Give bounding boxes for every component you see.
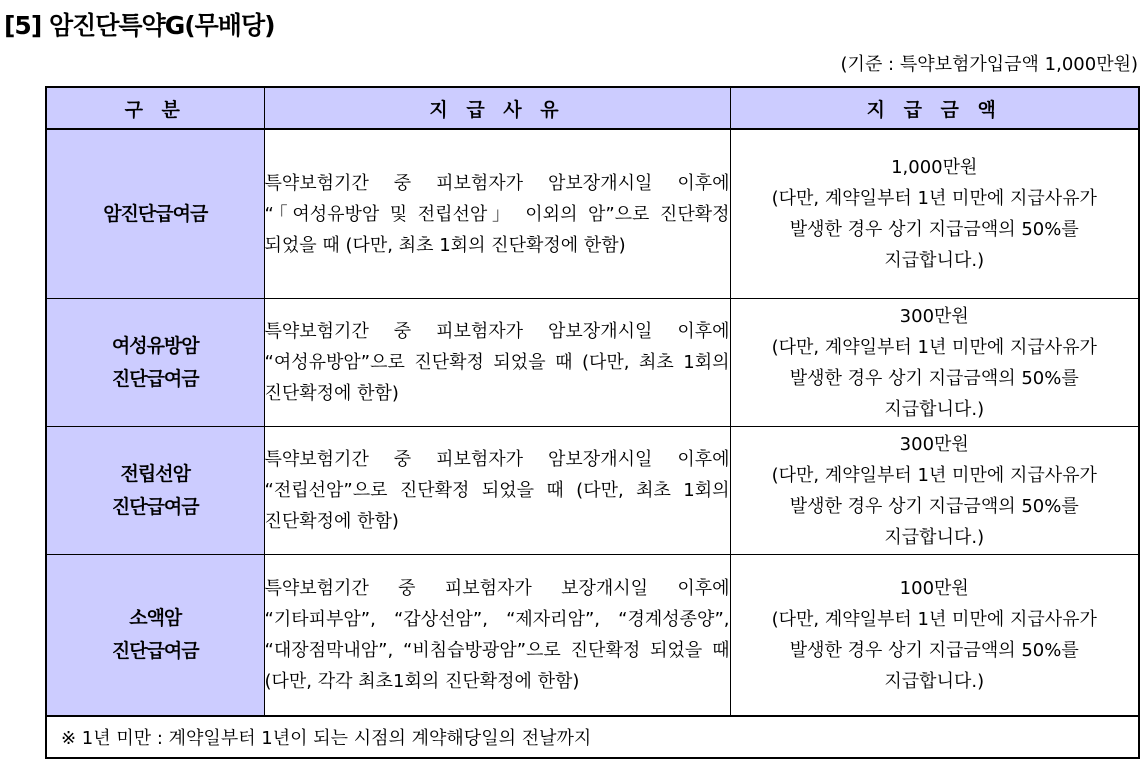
payment-amount-cell — [730, 129, 1139, 299]
row-label-line: 진단급여금 — [111, 495, 199, 518]
table-footnote-row — [46, 716, 1139, 758]
amount-value: 300만원 — [899, 305, 969, 327]
amount-value: 1,000만원 — [891, 157, 978, 178]
table-row — [46, 555, 1139, 717]
amount-note-line: 지급합니다.) — [884, 526, 985, 548]
amount-value: 100만원 — [899, 578, 969, 599]
payment-amount-cell — [730, 555, 1139, 717]
payment-reason-cell: 특약보험기간 중 피보험자가 암보장개시일 이후에 “「여성유방암 및 전립선암」 이외의 암”으로 진단확정 되었을 때 (다만, 최초 1회의 진단확정에 한함) — [264, 129, 730, 299]
benefit-table — [45, 86, 1140, 759]
amount-note-line: 발생한 경우 상기 지급금액의 50%를 — [789, 640, 1079, 661]
header-category: 구 분 — [46, 87, 264, 129]
table-header-row — [46, 87, 1139, 129]
amount-note-line: 지급합니다.) — [884, 671, 985, 692]
header-payment-amount: 지 급 금 액 — [730, 87, 1139, 129]
row-label-prostate-cancer-diagnosis — [46, 427, 264, 555]
amount-note-line: (다만, 계약일부터 1년 미만에 지급사유가 — [771, 464, 1097, 486]
row-label-minor-cancer-diagnosis — [46, 555, 264, 717]
amount-note-line: 발생한 경우 상기 지급금액의 50%를 — [789, 495, 1079, 517]
document-title: [5] 암진단특약G(무배당) — [4, 11, 275, 40]
row-label-line: 전립선암 — [120, 462, 190, 485]
amount-note-line: 지급합니다.) — [884, 250, 985, 271]
row-label-breast-cancer-diagnosis — [46, 299, 264, 427]
payment-reason-cell: 특약보험기간 중 피보험자가 암보장개시일 이후에 “여성유방암”으로 진단확정 되었을 때 (다만, 최초 1회의 진단확정에 한함) — [264, 299, 730, 427]
payment-reason-cell: 특약보험기간 중 피보험자가 보장개시일 이후에 “기타피부암”, “갑상선암”, “제자리암”, “경계성종양”, “대장점막내암”, “비침습방광암”으로 진단확정 되었을 때 (다만, 각각 최초1회의 진단확정에 한함) — [264, 555, 730, 717]
amount-value: 300만원 — [899, 433, 969, 455]
table-row — [46, 427, 1139, 555]
amount-note-line: (다만, 계약일부터 1년 미만에 지급사유가 — [771, 336, 1097, 358]
row-label-cancer-diagnosis — [46, 129, 264, 299]
row-label-line: 진단급여금 — [111, 367, 199, 390]
header-payment-reason: 지 급 사 유 — [264, 87, 730, 129]
payment-reason-cell: 특약보험기간 중 피보험자가 암보장개시일 이후에 “전립선암”으로 진단확정 되었을 때 (다만, 최초 1회의 진단확정에 한함) — [264, 427, 730, 555]
table-row — [46, 299, 1139, 427]
amount-note-line: 발생한 경우 상기 지급금액의 50%를 — [789, 367, 1079, 389]
basis-note: (기준 : 특약보험가입금액 1,000만원) — [840, 54, 1138, 75]
payment-amount-cell — [730, 299, 1139, 427]
amount-note-line: 발생한 경우 상기 지급금액의 50%를 — [789, 219, 1079, 240]
row-label-line: 암진단급여금 — [103, 202, 208, 225]
amount-note-line: (다만, 계약일부터 1년 미만에 지급사유가 — [771, 609, 1097, 630]
footnote: ※ 1년 미만 : 계약일부터 1년이 되는 시점의 계약해당일의 전날까지 — [46, 716, 1139, 758]
row-label-line: 여성유방암 — [111, 334, 199, 357]
amount-note-line: (다만, 계약일부터 1년 미만에 지급사유가 — [771, 188, 1097, 209]
table-row — [46, 129, 1139, 299]
row-label-line: 소액암 — [129, 607, 182, 629]
payment-amount-cell — [730, 427, 1139, 555]
row-label-line: 진단급여금 — [111, 640, 199, 662]
amount-note-line: 지급합니다.) — [884, 398, 985, 420]
